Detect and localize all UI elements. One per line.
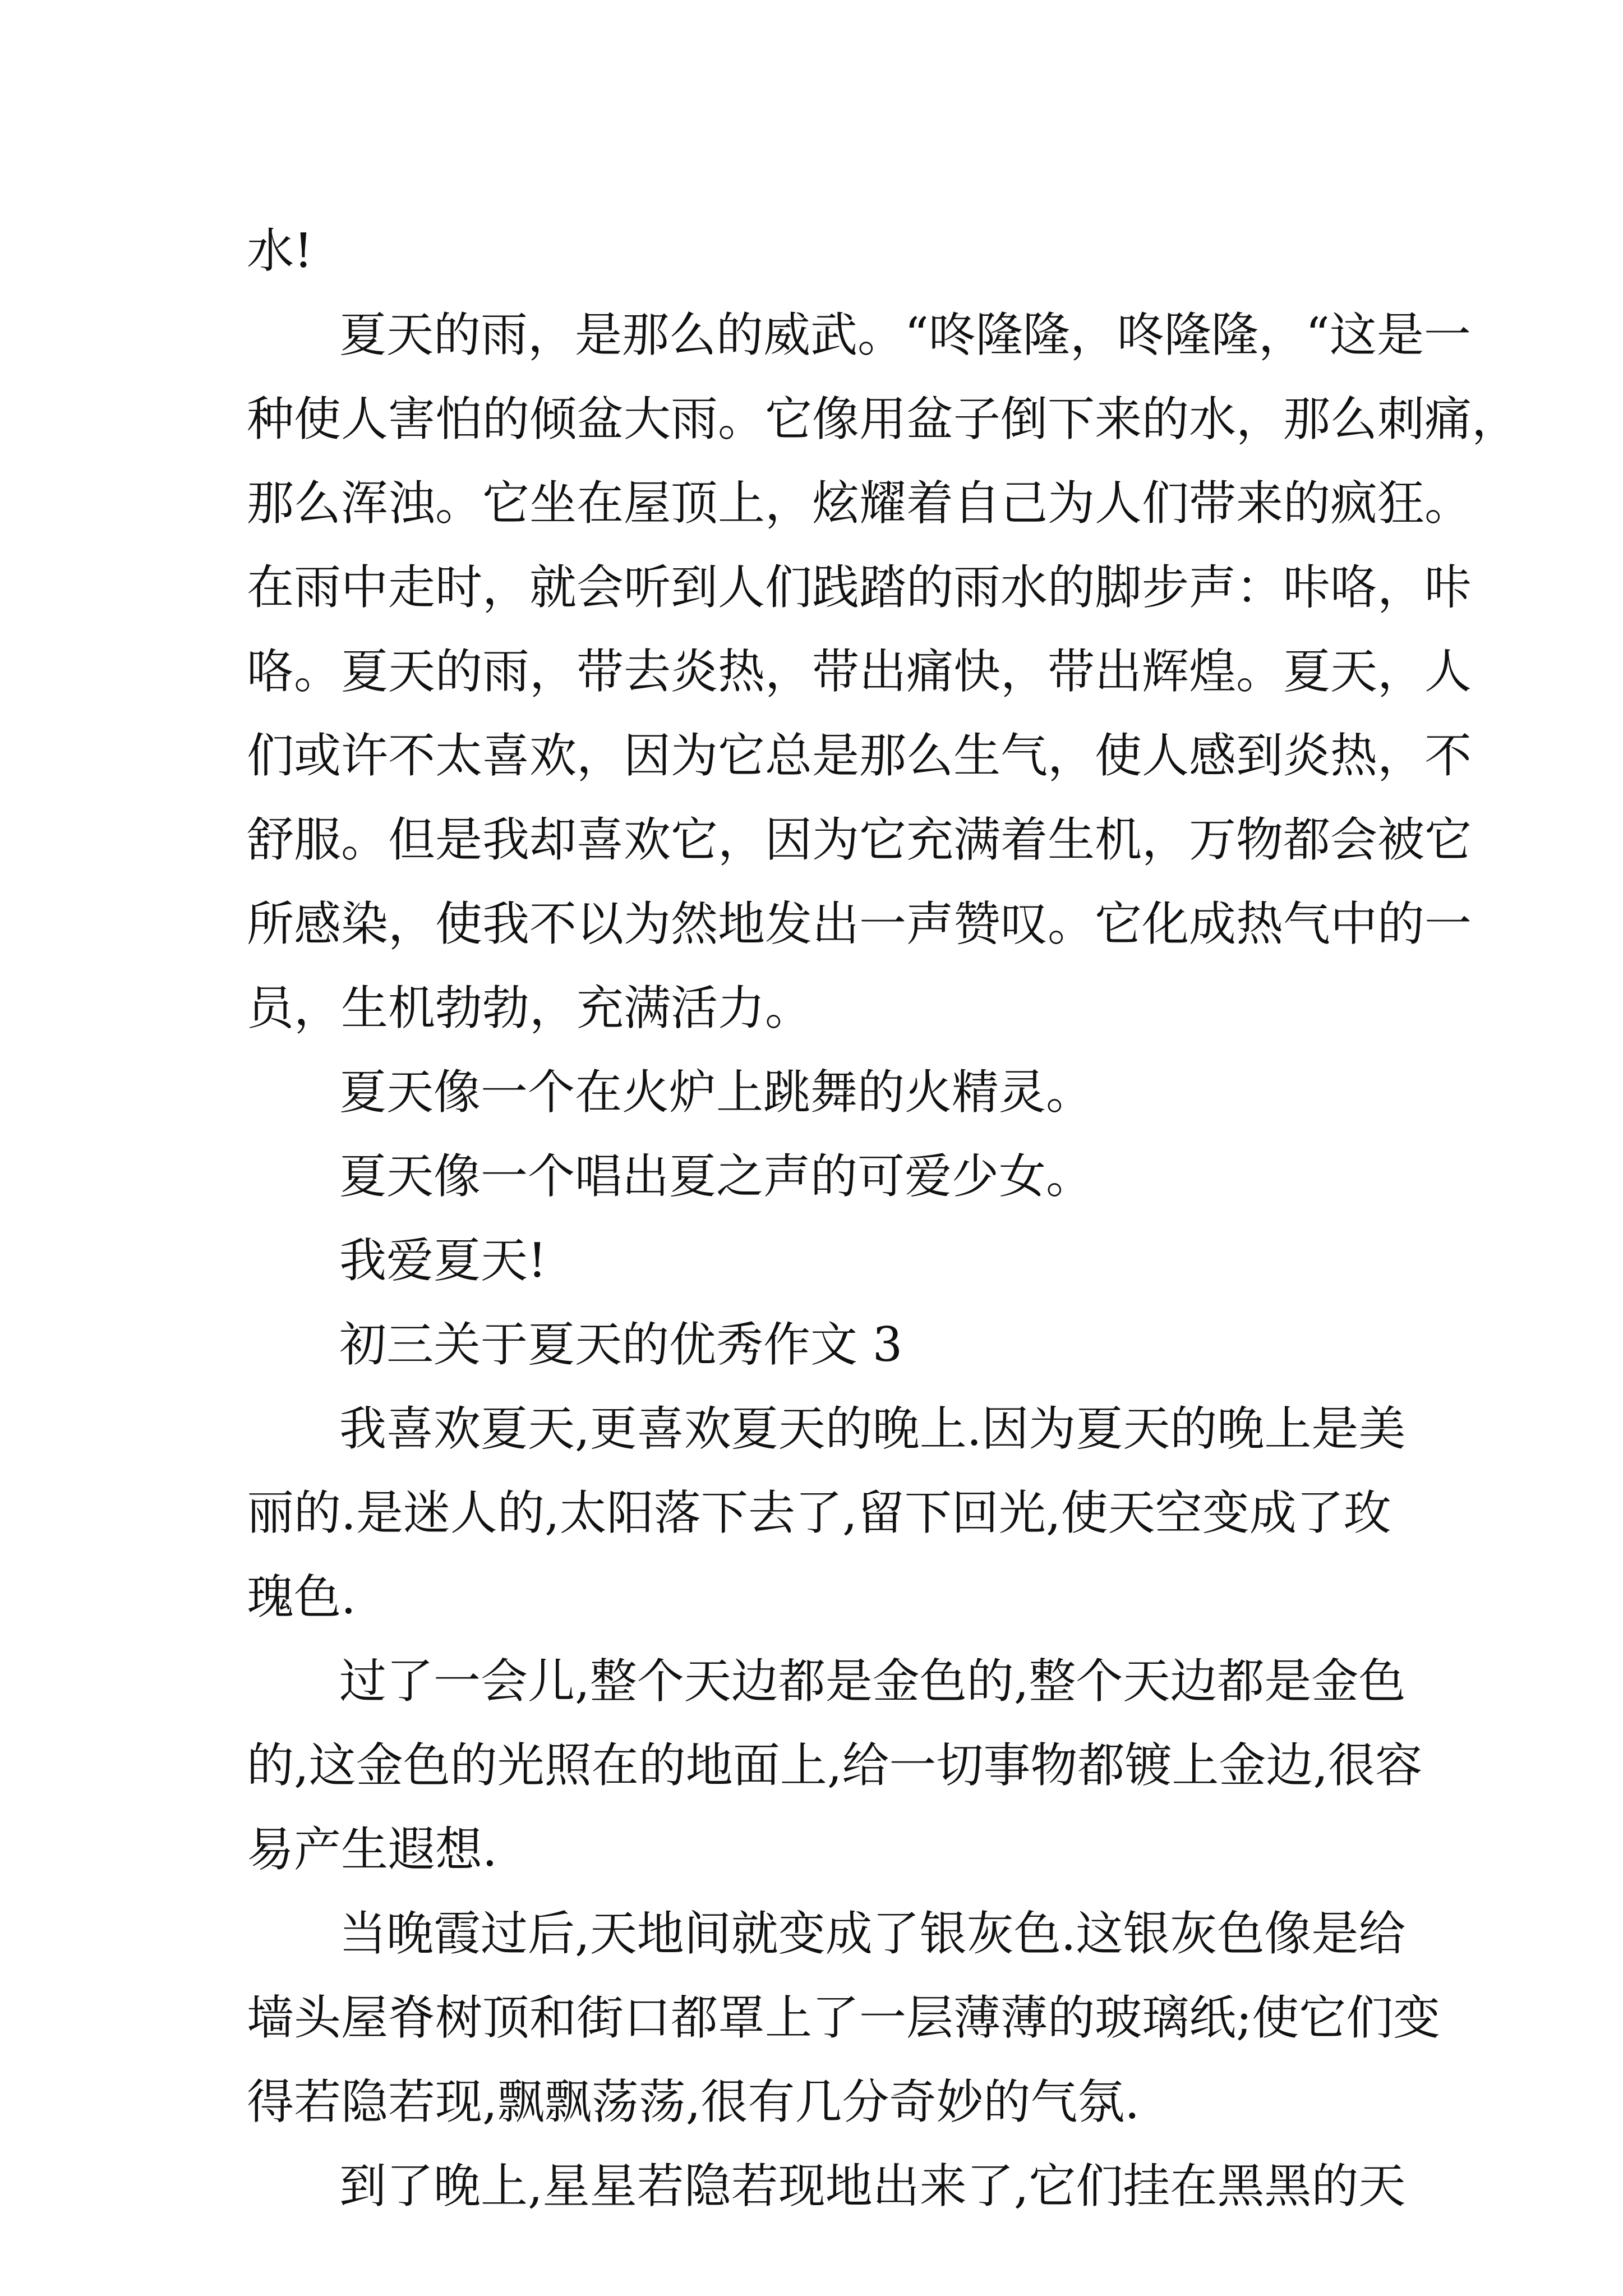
text-line: 丽的.是迷人的,太阳落下去了,留下回光,使天空变成了玫 [247,1485,1391,1540]
text-line: 得若隐若现,飘飘荡荡,很有几分奇妙的气氛. [247,2074,1140,2129]
text-line: 在雨中走时，就会听到人们践踏的雨水的脚步声：咔咯，咔 [247,560,1472,615]
text-line: 我爱夏天! [339,1233,547,1288]
text-line: 的,这金色的光照在的地面上,给一切事物都镀上金边,很容 [247,1738,1423,1793]
text-line: 咯。夏天的雨，带去炎热，带出痛快，带出辉煌。夏天，人 [247,644,1472,699]
text-line: 所感染，使我不以为然地发出一声赞叹。它化成热气中的一 [247,896,1472,951]
text-line: 夏天的雨，是那么的威武。“咚隆隆，咚隆隆，“这是一 [339,307,1471,362]
text-line: 夏天像一个唱出夏之声的可爱少女。 [339,1149,1094,1204]
text-line: 墙头屋脊树顶和街口都罩上了一层薄薄的玻璃纸;使它们变 [247,1990,1441,2045]
text-line: 们或许不太喜欢，因为它总是那么生气，使人感到炎热，不 [247,728,1472,783]
section-heading: 初三关于夏天的优秀作文 3 [339,1317,903,1372]
text-line: 当晚霞过后,天地间就变成了银灰色.这银灰色像是给 [339,1906,1406,1961]
text-line: 我喜欢夏天,更喜欢夏天的晚上.因为夏天的晚上是美 [339,1401,1406,1456]
text-line: 瑰色. [247,1570,356,1625]
text-line: 舒服。但是我却喜欢它，因为它充满着生机，万物都会被它 [247,812,1472,867]
text-line: 水! [247,223,313,278]
text-line: 易产生遐想. [247,1822,497,1877]
text-line: 过了一会儿,整个天边都是金色的,整个天边都是金色 [339,1654,1406,1709]
text-line: 员，生机勃勃，充满活力。 [247,981,813,1036]
document-body [247,209,1519,2228]
text-line: 那么浑浊。它坐在屋顶上，炫耀着自己为人们带来的疯狂。 [247,476,1472,531]
text-line: 夏天像一个在火炉上跳舞的火精灵。 [339,1065,1094,1120]
text-line: 种使人害怕的倾盆大雨。它像用盆子倒下来的水，那么刺痛， [247,392,1519,447]
text-line: 到了晚上,星星若隐若现地出来了,它们挂在黑黑的天 [339,2159,1406,2214]
